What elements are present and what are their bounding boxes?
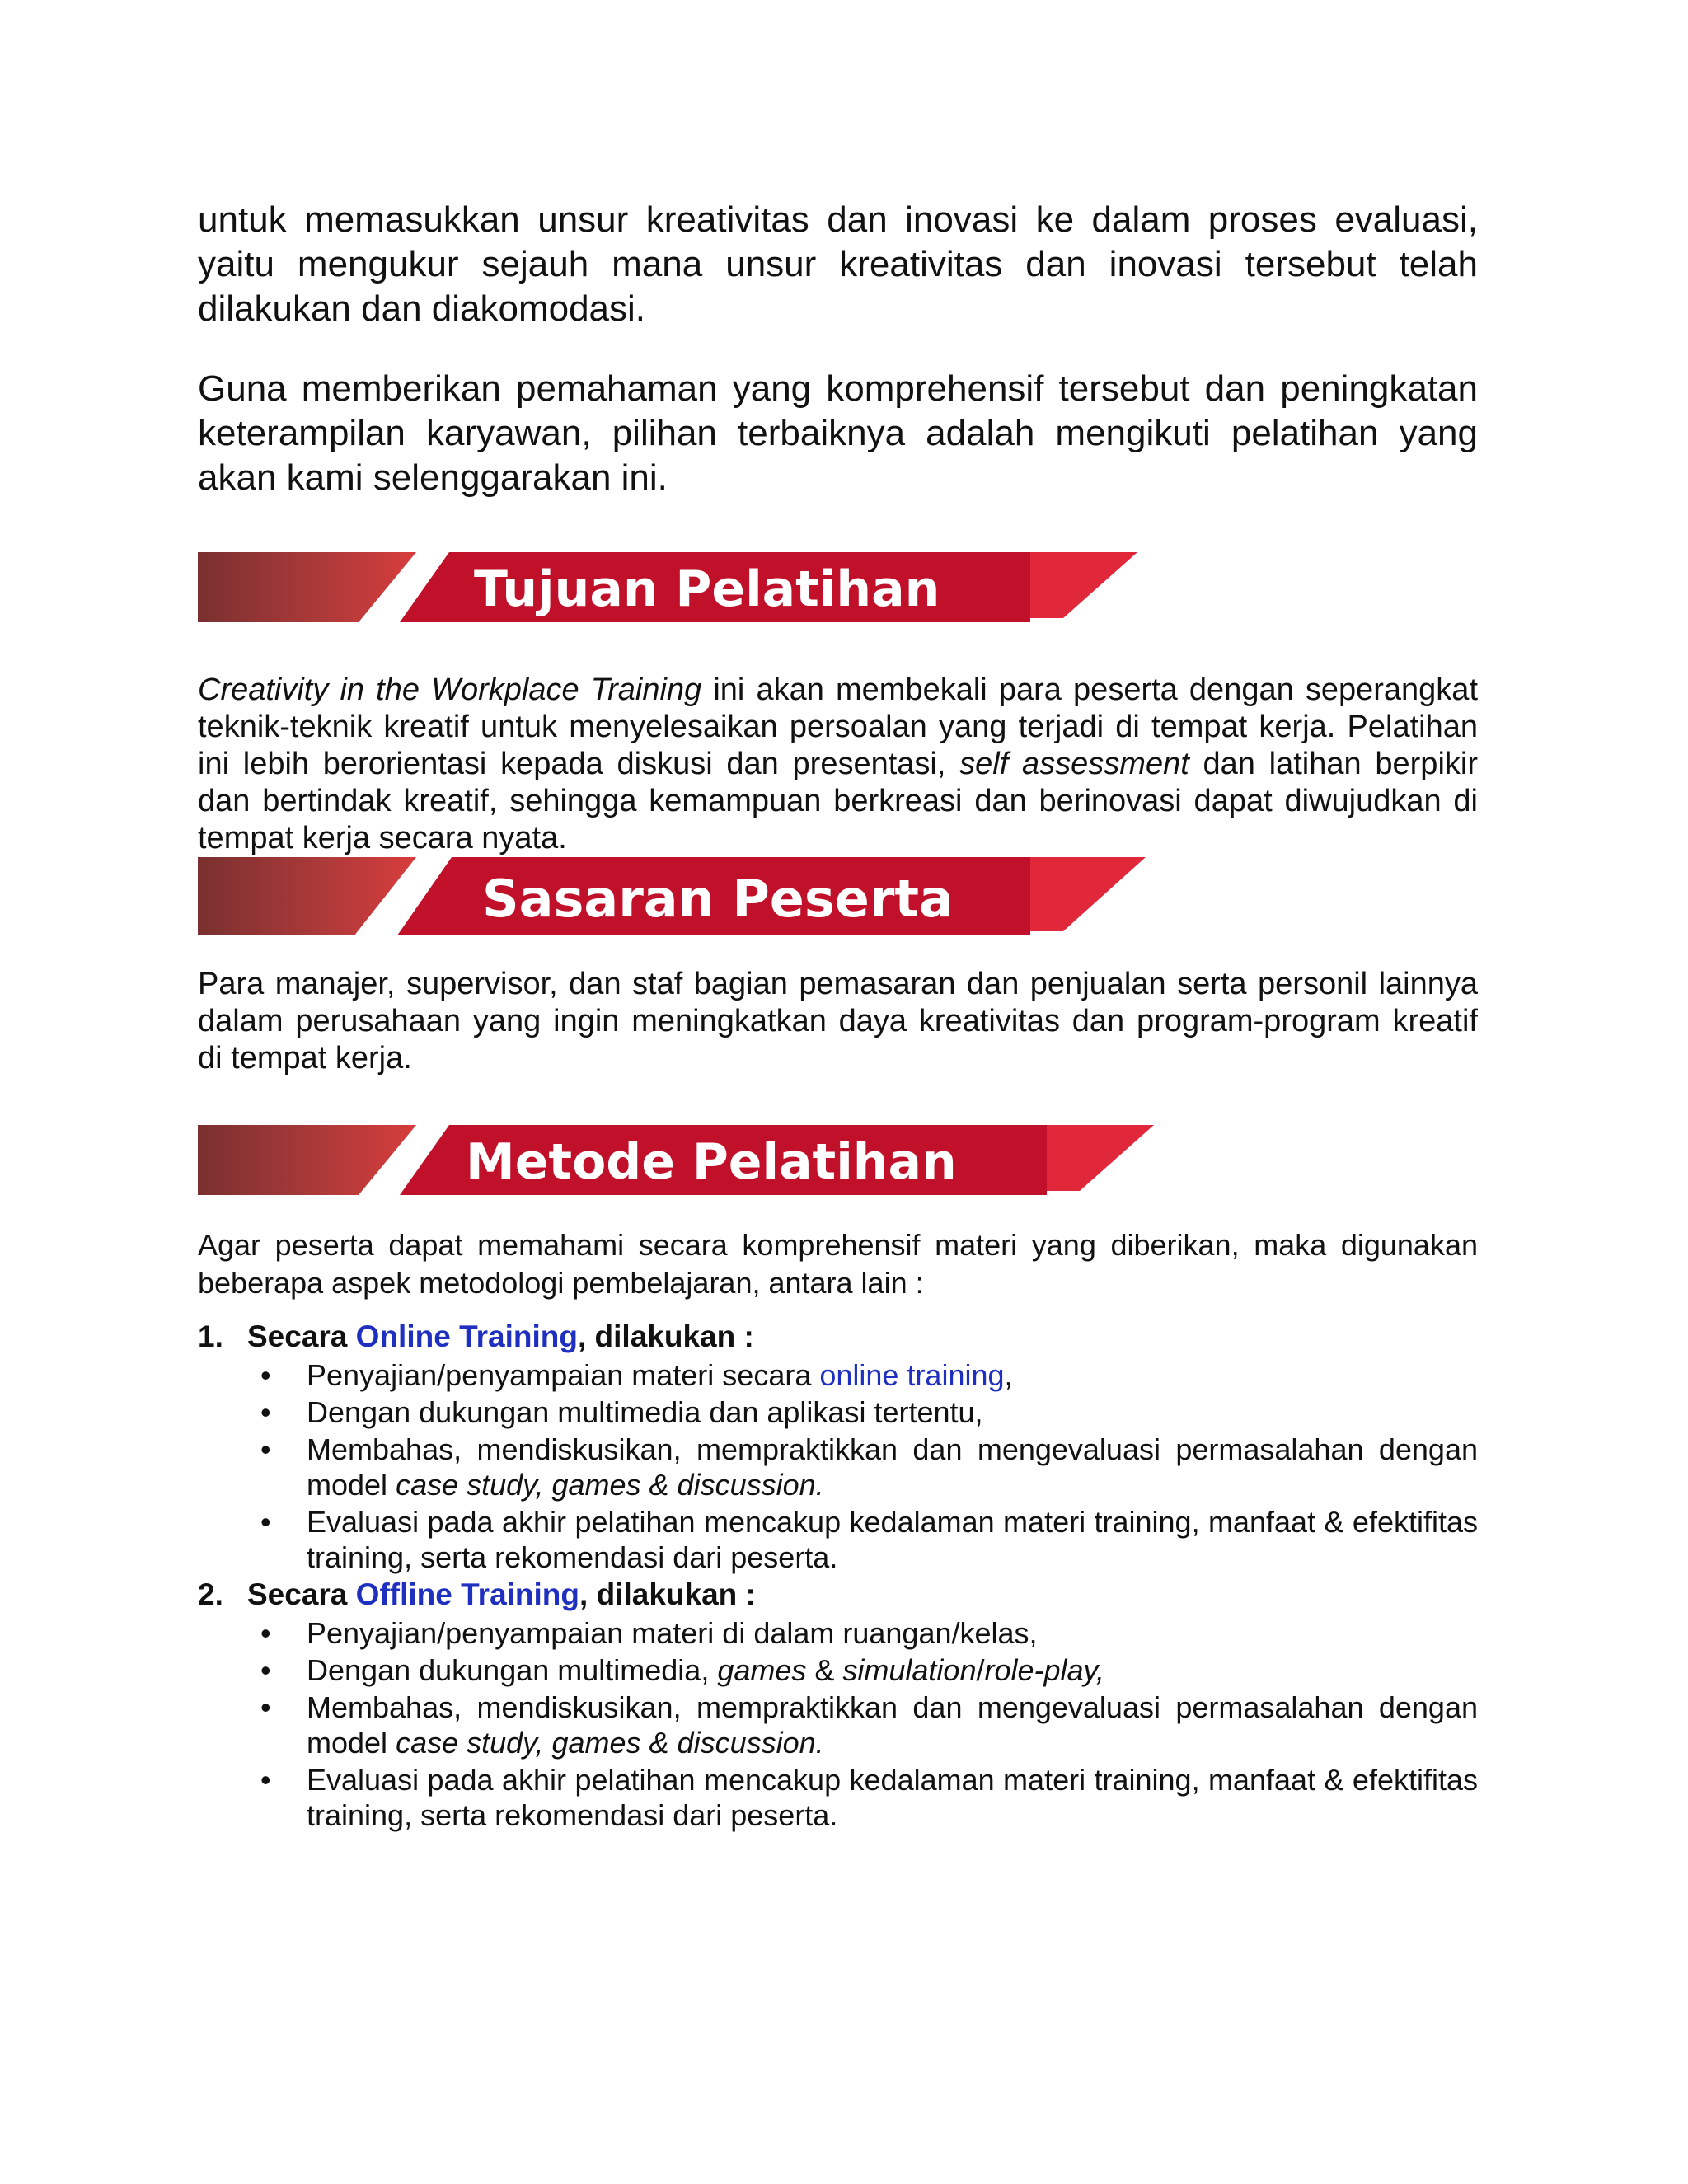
method-highlight: Offline Training <box>355 1577 580 1611</box>
bullet-icon: • <box>260 1432 271 1466</box>
tujuan-mid-italic: self assessment <box>959 747 1189 781</box>
method-prefix: Secara <box>247 1319 356 1353</box>
tujuan-lead-italic: Creativity in the Workplace Training <box>198 673 702 707</box>
list-item: • Membahas, mendiskusikan, mempraktikkan dan mengevaluasi permasalahan dengan model case study, games & discussion. <box>260 1690 1478 1760</box>
list-item: • Evaluasi pada akhir pelatihan mencakup kedalaman materi training, manfaat & efektifitas training, serta rekomendasi dari peserta. <box>260 1763 1478 1832</box>
method-number: 2. <box>198 1577 223 1611</box>
bullet-icon: • <box>260 1616 271 1650</box>
tujuan-text-a: ini akan membekali para peserta dengan seperangkat teknik-teknik kreatif untuk menyelesaikan persoalan yang terjadi di tempat kerja. Pelatihan ini lebih berorientasi kepada diskusi dan presentasi, <box>198 673 1478 781</box>
method-highlight: Online Training <box>355 1319 578 1353</box>
banner-title: Tujuan Pelatihan <box>474 560 940 618</box>
banner-graphic <box>198 552 1154 622</box>
intro-paragraph-2: Guna memberikan pemahaman yang komprehensif tersebut dan peningkatan keterampilan karyawan, pilihan terbaiknya adalah mengikuti pelatihan yang akan kami selenggarakan ini. <box>198 368 1478 498</box>
banner-title: Sasaran Peserta <box>482 869 954 929</box>
method-prefix: Secara <box>247 1577 356 1611</box>
banner-tujuan-pelatihan <box>198 552 1154 622</box>
method-heading-online <box>198 1319 1478 1354</box>
offline-bullets <box>198 1615 1478 1833</box>
bullet-icon: • <box>260 1358 271 1392</box>
method-list <box>198 1319 1478 1835</box>
bullet-icon: • <box>260 1395 271 1429</box>
list-item: • Membahas, mendiskusikan, mempraktikkan dan mengevaluasi permasalahan dengan model case study, games & discussion. <box>260 1432 1478 1502</box>
bullet-icon: • <box>260 1653 271 1687</box>
tujuan-paragraph <box>198 672 1478 857</box>
list-item: • Evaluasi pada akhir pelatihan mencakup kedalaman materi training, manfaat & efektifitas training, serta rekomendasi dari peserta. <box>260 1505 1478 1574</box>
metode-paragraph: Agar peserta dapat memahami secara komprehensif materi yang diberikan, maka digunakan beberapa aspek metodologi pembelajaran, antara lain : <box>198 1228 1478 1300</box>
online-bullets <box>198 1357 1478 1575</box>
banner-metode-pelatihan <box>198 1125 1162 1195</box>
bullet-icon: • <box>260 1505 271 1539</box>
method-number: 1. <box>198 1319 223 1353</box>
bullet-icon: • <box>260 1690 271 1724</box>
banner-graphic <box>198 1125 1162 1195</box>
banner-sasaran-peserta <box>198 857 1162 935</box>
list-item: • Dengan dukungan multimedia, games & simulation/role-play, <box>260 1653 1104 1687</box>
method-suffix: , dilakukan : <box>577 1319 754 1353</box>
tujuan-text-b: dan latihan berpikir dan bertindak kreatif, sehingga kemampuan berkreasi dan berinovasi dapat diwujudkan di tempat kerja secara nyata. <box>198 747 1478 855</box>
method-heading-offline <box>198 1577 1478 1612</box>
list-item: • Penyajian/penyampaian materi di dalam ruangan/kelas, <box>260 1616 1038 1650</box>
bullet-icon: • <box>260 1763 271 1797</box>
sasaran-paragraph: Para manajer, supervisor, dan staf bagian pemasaran dan penjualan serta personil lainnya dalam perusahaan yang ingin meningkatkan daya kreativitas dan program-program kreatif di tempat kerja. <box>198 967 1478 1076</box>
list-item: • Dengan dukungan multimedia dan aplikasi tertentu, <box>260 1395 983 1429</box>
intro-paragraph-1: untuk memasukkan unsur kreativitas dan inovasi ke dalam proses evaluasi, yaitu mengukur sejauh mana unsur kreativitas dan inovasi tersebut telah dilakukan dan diakomodasi. <box>198 199 1478 329</box>
list-item: • Penyajian/penyampaian materi secara online training, <box>260 1358 1013 1392</box>
banner-graphic <box>198 857 1162 935</box>
method-suffix: , dilakukan : <box>579 1577 756 1611</box>
online-training-link-text: online training <box>819 1358 1005 1392</box>
banner-title: Metode Pelatihan <box>466 1133 957 1191</box>
